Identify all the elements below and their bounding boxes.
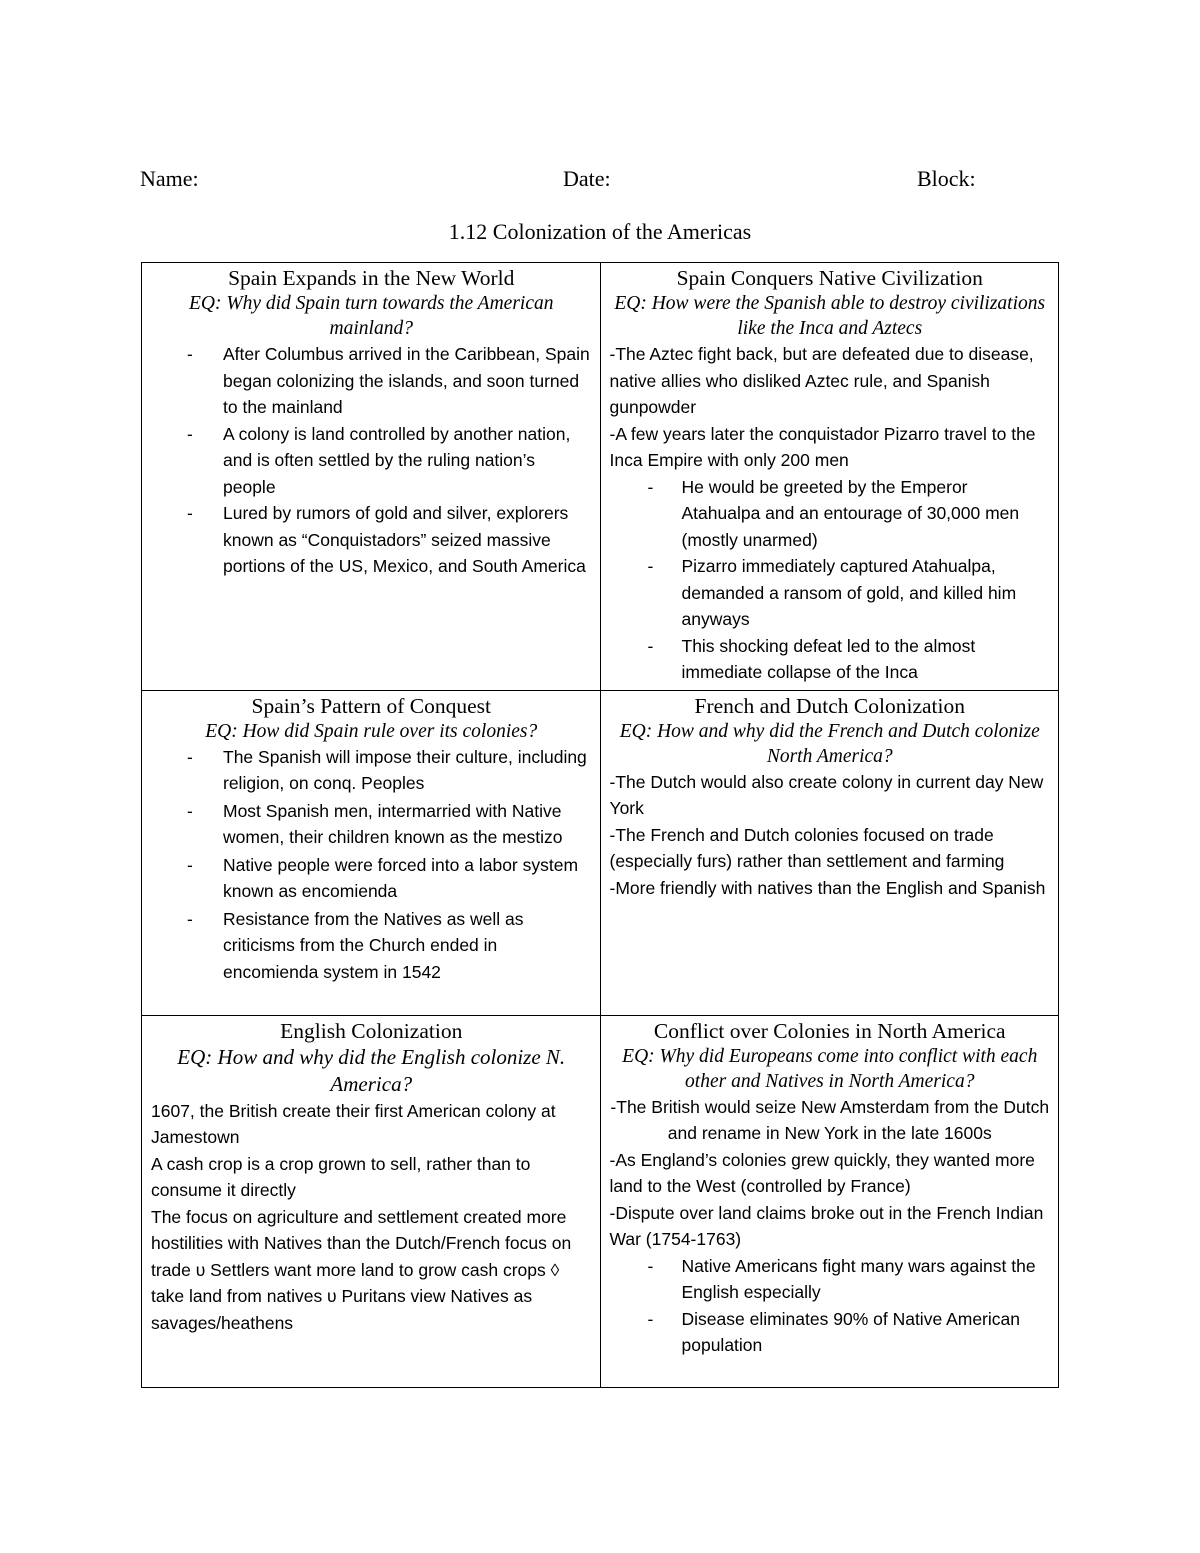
note-line: -The British would seize New Amsterdam from the Dutch and rename in New York in the late 1600s [610, 1096, 1050, 1143]
note-line: 1607, the British create their first American colony at Jamestown [151, 1100, 556, 1147]
list-item: - Pizarro immediately captured Atahualpa, demanded a ransom of gold, and killed him anyways [610, 553, 1051, 633]
note-line: -More friendly with natives than the English and Spanish [609, 877, 1046, 898]
list-item: - Resistance from the Natives as well as criticisms from the Church ended in encomienda system in 1542 [151, 906, 592, 986]
cell-title: Spain Conquers Native Civilization [676, 266, 983, 290]
list-item: - Disease eliminates 90% of Native American population [610, 1306, 1051, 1359]
bullet-list [610, 474, 1051, 686]
essential-question: EQ: How were the Spanish able to destroy civilizations like the Inca and Aztecs [614, 293, 1046, 339]
cell-title: Spain Expands in the New World [228, 266, 515, 290]
list-item: - He would be greeted by the Emperor Atahualpa and an entourage of 30,000 men (mostly unarmed) [610, 474, 1051, 554]
notes-table [141, 262, 1059, 1388]
note-line: The focus on agriculture and settlement created more hostilities with Natives than the Dutch/French focus on trade υ Settlers want more land to grow cash crops ◊ take land from natives υ Puritans view Natives as savages/heathens [151, 1206, 572, 1333]
bullet-list [151, 341, 592, 580]
note-line: -The Aztec fight back, but are defeated due to disease, native allies who disliked Aztec rule, and Spanish gunpowder [609, 344, 1034, 417]
list-item: - Lured by rumors of gold and silver, explorers known as “Conquistadors” seized massive portions of the US, Mexico, and South America [151, 500, 592, 580]
note-line: -A few years later the conquistador Pizarro travel to the Inca Empire with only 200 men [609, 423, 1036, 470]
cell-english [142, 1015, 601, 1387]
name-label: Name: [140, 166, 199, 191]
note-line: -Dispute over land claims broke out in the French Indian War (1754-1763) [609, 1202, 1044, 1249]
bullet-list [610, 1253, 1051, 1359]
cell-conflict [600, 1015, 1059, 1387]
note-line: A cash crop is a crop grown to sell, rather than to consume it directly [151, 1153, 531, 1200]
cell-title: French and Dutch Colonization [694, 693, 965, 718]
cell-title: Spain’s Pattern of Conquest [251, 693, 491, 718]
essential-question: EQ: Why did Europeans come into conflict with each other and Natives in North America? [622, 1045, 1038, 1092]
essential-question: EQ: How and why did the English colonize N. America? [177, 1044, 566, 1096]
list-item: - After Columbus arrived in the Caribbean, Spain began colonizing the islands, and soon turned to the mainland [151, 341, 592, 421]
essential-question: EQ: How did Spain rule over its colonies? [205, 720, 538, 742]
cell-spain-conquers [600, 263, 1059, 691]
bullet-list [151, 744, 592, 986]
note-line: -The Dutch would also create colony in current day New York [609, 771, 1044, 818]
list-item: - Native people were forced into a labor system known as encomienda [151, 852, 592, 905]
block-label: Block: [917, 166, 976, 191]
list-item: - This shocking defeat led to the almost immediate collapse of the Inca [610, 633, 1051, 686]
header-row [0, 166, 1200, 196]
date-label: Date: [563, 166, 611, 191]
note-line: -The French and Dutch colonies focused on trade (especially furs) rather than settlement and farming [609, 824, 1005, 871]
document-title: 1.12 Colonization of the Americas [448, 219, 752, 244]
essential-question: EQ: Why did Spain turn towards the American mainland? [188, 293, 554, 339]
list-item: - Native Americans fight many wars against the English especially [610, 1253, 1051, 1306]
list-item: - The Spanish will impose their culture, including religion, on conq. Peoples [151, 744, 592, 797]
list-item: - A colony is land controlled by another nation, and is often settled by the ruling nation’s people [151, 421, 592, 501]
cell-title: English Colonization [280, 1018, 463, 1043]
list-item: - Most Spanish men, intermarried with Native women, their children known as the mestizo [151, 798, 592, 851]
cell-spain-pattern [142, 690, 601, 1015]
cell-french-dutch [600, 690, 1059, 1015]
essential-question: EQ: How and why did the French and Dutch colonize North America? [619, 720, 1040, 767]
note-line: -As England’s colonies grew quickly, they wanted more land to the West (controlled by France) [609, 1149, 1035, 1196]
cell-spain-expands [142, 263, 601, 691]
cell-title: Conflict over Colonies in North America [653, 1018, 1006, 1043]
